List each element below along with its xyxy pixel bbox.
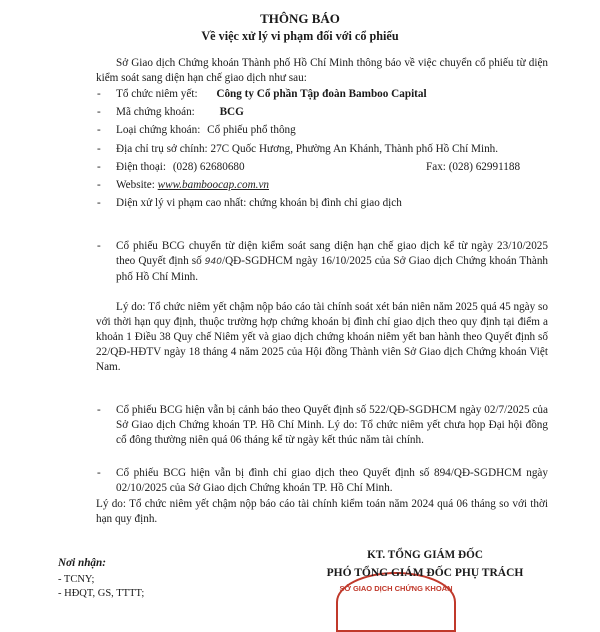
paragraph-1: [96, 239, 548, 285]
phone-value: (028) 62680680: [172, 160, 245, 173]
handwritten-number: 940: [204, 257, 222, 267]
address-label: Địa chỉ trụ sở chính:: [116, 142, 208, 155]
recipients-title: Nơi nhận:: [58, 557, 106, 569]
signature-line-2: PHÓ TỔNG GIÁM ĐỐC PHỤ TRÁCH: [326, 567, 524, 579]
document-title: THÔNG BÁO: [260, 11, 340, 26]
paragraph-3: - Cổ phiếu BCG hiện vẫn bị đình chỉ giao dịch theo Quyết định số 894/QĐ-SGDHCM ngày 02/10/2025 của Sở Giao dịch Chứng khoán TP. Hồ Chí Minh.: [96, 466, 548, 496]
address-value: 27C Quốc Hương, Phường An Khánh, Thành phố Hồ Chí Minh.: [210, 142, 499, 155]
type-row: [96, 123, 548, 138]
code-value: BCG: [219, 106, 244, 119]
phone-label: Điện thoại:: [116, 160, 167, 173]
signature-line-1: KT. TỔNG GIÁM ĐỐC: [367, 549, 483, 561]
issuer-value: Công ty Cổ phần Tập đoàn Bamboo Capital: [216, 88, 427, 100]
fax-label: Fax:: [426, 160, 446, 173]
paragraph-1-before: Cổ phiếu BCG chuyển từ diện kiểm soát sang diện hạn chế giao dịch kể từ ngày 23/10/2025 theo Quyết định số: [116, 240, 548, 267]
fax-group: [426, 160, 520, 175]
official-stamp: [336, 572, 456, 632]
stamp-text: SỞ GIAO DỊCH CHỨNG KHOÁN: [339, 584, 453, 593]
status-text: Diện xử lý vi phạm cao nhất: chứng khoán bị đình chỉ giao dịch: [116, 197, 402, 210]
document-subtitle: Về việc xử lý vi phạm đối với cổ phiếu: [201, 29, 399, 43]
paragraph-3-reason: Lý do: Tổ chức niêm yết chậm nộp báo cáo tài chính kiểm toán năm 2024 quá 06 tháng so với thời hạn quy định.: [96, 498, 548, 525]
code-label: Mã chứng khoán:: [116, 106, 195, 119]
website-label: Website:: [116, 178, 155, 191]
code-row: [96, 105, 548, 120]
recipient-item: - HĐQT, GS, TTTT;: [58, 588, 145, 599]
fax-value: (028) 62991188: [448, 160, 521, 173]
recipient-item: - TCNY;: [58, 574, 95, 585]
issuer-row: [96, 87, 548, 102]
type-label: Loại chứng khoán:: [116, 124, 201, 137]
issuer-info-list: [96, 87, 548, 214]
paragraph-2: - Cổ phiếu BCG hiện vẫn bị cảnh báo theo Quyết định số 522/QĐ-SGDHCM ngày 02/7/2025 của Sở Giao dịch Chứng khoán TP. Hồ Chí Minh. Lý do: Tổ chức niêm yết chưa họp Đại hội đồng cổ đông thường niên quá 06 tháng kể từ ngày kết thúc năm tài chính.: [96, 403, 548, 448]
status-row: [96, 196, 548, 211]
address-row: [96, 142, 548, 157]
paragraph-1-reason: Lý do: Tổ chức niêm yết chậm nộp báo cáo tài chính soát xét bán niên năm 2025 quá 45 ngày so với thời hạn quy định, thuộc trường hợp chứng khoán bị đình chỉ giao dịch theo quy định tại điểm a khoản 1 Điều 38 Quy chế Niêm yết và giao dịch chứng khoán niêm yết ban hành theo Quyết định số 22/QĐ-HĐTV ngày 18 tháng 4 năm 2025 của Hội đồng Thành viên Sở Giao dịch Chứng khoán Việt Nam.: [96, 301, 548, 373]
intro-paragraph: Sở Giao dịch Chứng khoán Thành phố Hồ Chí Minh thông báo về việc chuyển cổ phiếu từ diện kiểm soát sang diện hạn chế giao dịch như sau:: [96, 57, 548, 84]
paragraph-1-after: /QĐ-SGDHCM ngày 16/10/2025 của Sở Giao dịch Chứng khoán Thành phố Hồ Chí Minh.: [116, 255, 549, 283]
website-row: [96, 178, 548, 193]
issuer-label: Tổ chức niêm yết:: [116, 88, 198, 100]
website-link[interactable]: www.bamboocap.com.vn: [157, 178, 270, 191]
phone-row: [96, 160, 548, 175]
type-value: Cổ phiếu phổ thông: [207, 124, 296, 137]
